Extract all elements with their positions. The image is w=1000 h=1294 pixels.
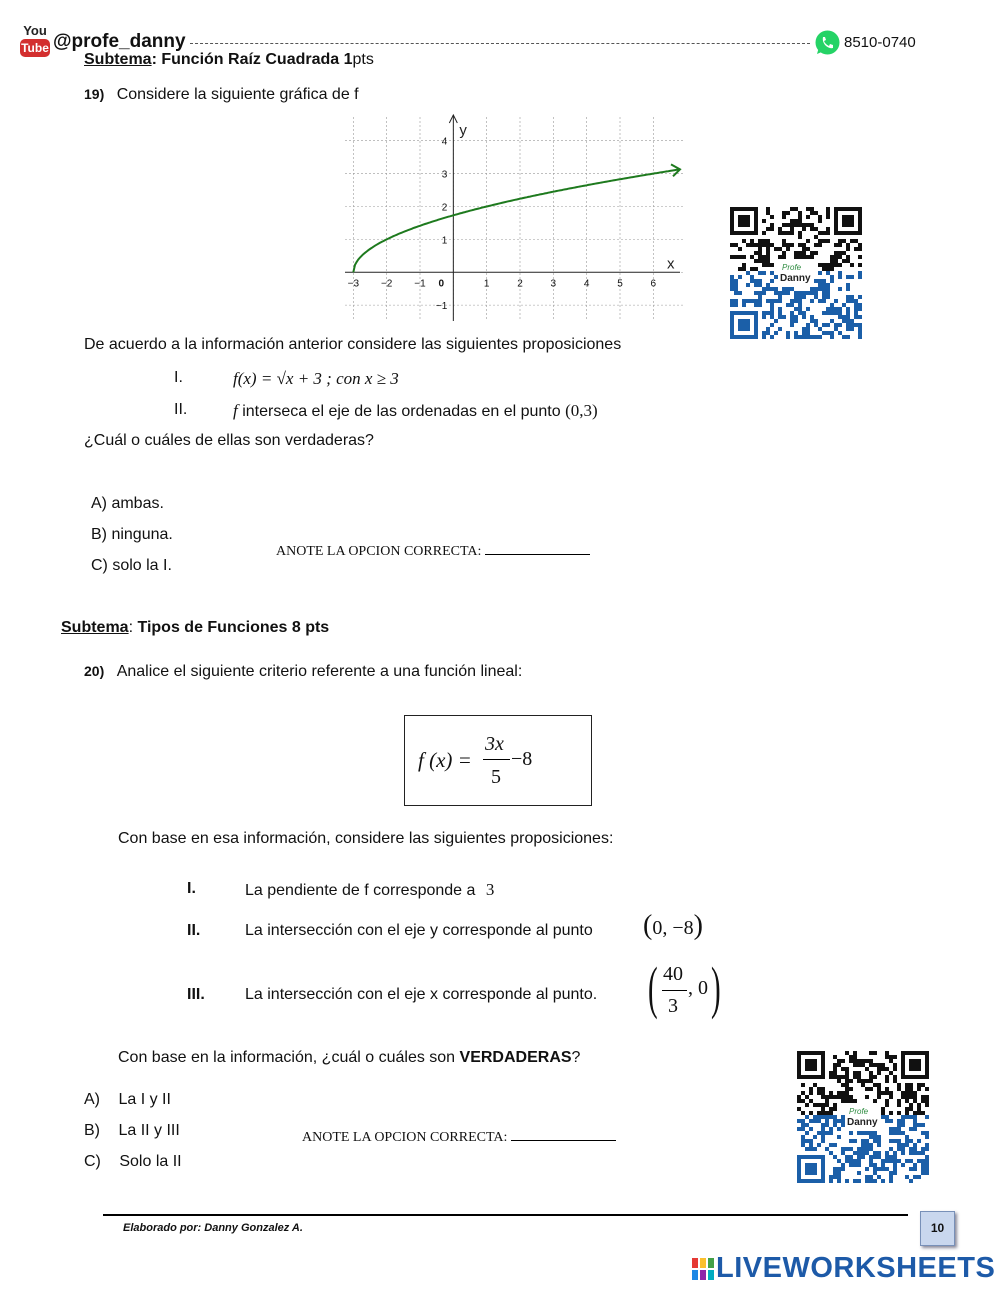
x-tick-label: 4 (583, 278, 590, 290)
proposition-number: III. (187, 986, 205, 1003)
proposition-number: II. (187, 922, 201, 939)
proposition-2-text (233, 401, 598, 421)
proposition-f: f (233, 401, 238, 420)
proposition-3-text: La intersección con el eje x corresponde al punto. (245, 986, 598, 1003)
x-axis-label: x (667, 255, 675, 273)
answer-blank[interactable] (511, 1128, 616, 1141)
question-text: Analice el siguiente criterio referente a una función lineal: (116, 663, 523, 680)
youtube-handle: @profe_danny (53, 31, 186, 52)
subtema-heading-2: Subtema: Tipos de Funciones 8 pts (61, 619, 330, 636)
chart-grid (345, 117, 685, 319)
proposition-2-text (245, 922, 593, 940)
subtema-title: Tipos de Funciones 8 pts (137, 619, 330, 636)
formula-fraction-bar (483, 759, 510, 760)
question-bold: VERDADERAS (459, 1049, 572, 1066)
footer-divider (103, 1214, 908, 1216)
question-pre: Con base en la información, ¿cuál o cuáles son (118, 1049, 460, 1066)
fraction-bar (662, 990, 687, 991)
point-40-3: ( 40 3 , 0 ) (648, 955, 721, 1020)
formula-constant: −8 (511, 748, 533, 770)
proposition-number: I. (174, 369, 183, 386)
option-letter: C) (84, 1153, 101, 1170)
question-number: 20) (84, 663, 105, 679)
formula-box (404, 715, 592, 806)
answer-label: ANOTE LA OPCION CORRECTA: (302, 1130, 508, 1145)
option-c[interactable]: C) solo la I. (91, 557, 172, 574)
qr-logo-bottom: Danny (847, 1117, 878, 1128)
answer-field-20 (302, 1128, 616, 1146)
x-tick-label: 1 (483, 278, 490, 290)
subtema-label: Subtema (84, 51, 152, 68)
page-number: 10 (920, 1211, 955, 1246)
subtema-heading-1: Subtema: Función Raíz Cuadrada 1pts (84, 51, 374, 68)
header-divider (190, 43, 810, 44)
youtube-logo-bottom: Tube (21, 41, 49, 55)
question-text: Considere la siguiente gráfica de f (116, 86, 359, 103)
qr-code (730, 207, 862, 339)
series-line (353, 169, 680, 272)
point-0-neg8: (0, −8) (643, 910, 703, 941)
proposition-1-formula: f(x) = √x + 3 ; con x ≥ 3 (233, 369, 399, 388)
y-tick-label: 3 (441, 169, 448, 181)
question-20 (84, 663, 522, 681)
formula-denominator: 5 (491, 766, 501, 788)
x-tick-label: −2 (380, 278, 393, 290)
proposition-number: I. (187, 880, 196, 897)
y-tick-label: 2 (441, 202, 448, 214)
proposition-1 (174, 369, 183, 387)
answer-field-19 (276, 542, 590, 560)
propositions-intro-2: Con base en esa información, considere las siguientes proposiciones: (118, 830, 614, 847)
point-value: 0, −8 (652, 917, 694, 939)
answer-label: ANOTE LA OPCION CORRECTA: (276, 544, 482, 559)
option-text: La I y II (118, 1091, 171, 1108)
phone-number: 8510-0740 (844, 34, 916, 51)
liveworksheets-icon (692, 1258, 714, 1280)
chart-tick-labels (348, 137, 657, 312)
y-tick-label: 4 (441, 136, 448, 148)
proposition-2-point: (0,3) (565, 401, 598, 420)
option-b[interactable]: B) ninguna. (91, 526, 173, 543)
question-post: ? (571, 1049, 581, 1066)
formula-numerator: 3x (485, 733, 504, 755)
point-rest: , 0 (688, 977, 708, 999)
sqrt-function-graph (345, 113, 685, 323)
subtema-label: Subtema (61, 619, 129, 636)
x-tick-label: 6 (650, 278, 657, 290)
qr-code (797, 1051, 929, 1183)
proposition-1-text (245, 880, 494, 900)
option-text: Solo la II (119, 1153, 182, 1170)
proposition-2 (174, 401, 187, 419)
option-text: La II y III (118, 1122, 180, 1139)
chart-series (353, 164, 680, 272)
formula-lhs: f (x) = (418, 748, 472, 772)
proposition-2-body: interseca el eje de las ordenadas en el punto (242, 403, 561, 420)
y-axis-label: y (459, 122, 467, 139)
qr-logo-bottom: Danny (780, 273, 811, 284)
answer-blank[interactable] (485, 542, 590, 555)
proposition-body: La pendiente de f corresponde a (245, 882, 476, 899)
option-a[interactable]: A) ambas. (91, 495, 164, 512)
whatsapp-icon (814, 29, 841, 56)
youtube-logo (20, 24, 50, 58)
x-tick-label: 3 (550, 278, 557, 290)
option-b[interactable] (84, 1122, 180, 1140)
question-prompt: ¿Cuál o cuáles de ellas son verdaderas? (84, 432, 374, 449)
qr-logo (845, 1103, 881, 1129)
question-prompt-2 (118, 1049, 580, 1067)
x-tick-label: 5 (617, 278, 623, 290)
youtube-logo-top: You (23, 23, 47, 38)
option-a[interactable] (84, 1091, 171, 1109)
option-c[interactable] (84, 1153, 182, 1171)
x-tick-label: −3 (347, 278, 360, 290)
proposition-body: La intersección con el eje y corresponde al punto (245, 922, 593, 939)
option-letter: A) (84, 1091, 100, 1108)
question-number: 19) (84, 86, 105, 102)
qr-logo (778, 259, 814, 285)
fraction-numerator: 40 (663, 963, 683, 985)
proposition-value: 3 (485, 880, 495, 899)
footer-author: Elaborado por: Danny Gonzalez A. (123, 1222, 303, 1234)
subtema-pts: pts (352, 51, 374, 68)
question-19 (84, 86, 359, 104)
y-tick-label: 1 (441, 235, 448, 247)
qr-logo-top: Profe (782, 263, 802, 272)
chart-axes (345, 115, 680, 321)
x-tick-label: 2 (517, 278, 523, 290)
subtema-title: Función Raíz Cuadrada 1 (161, 51, 353, 68)
qr-logo-top: Profe (849, 1107, 869, 1116)
proposition-number: II. (174, 401, 188, 418)
x-tick-label: −1 (414, 278, 426, 290)
propositions-intro: De acuerdo a la información anterior considere las siguientes proposiciones (84, 336, 622, 353)
fraction-denominator: 3 (668, 995, 678, 1017)
x-tick-label: 0 (438, 278, 445, 290)
option-letter: B) (84, 1122, 100, 1139)
liveworksheets-brand: LIVEWORKSHEETS (716, 1252, 996, 1284)
y-tick-label: −1 (435, 301, 448, 313)
